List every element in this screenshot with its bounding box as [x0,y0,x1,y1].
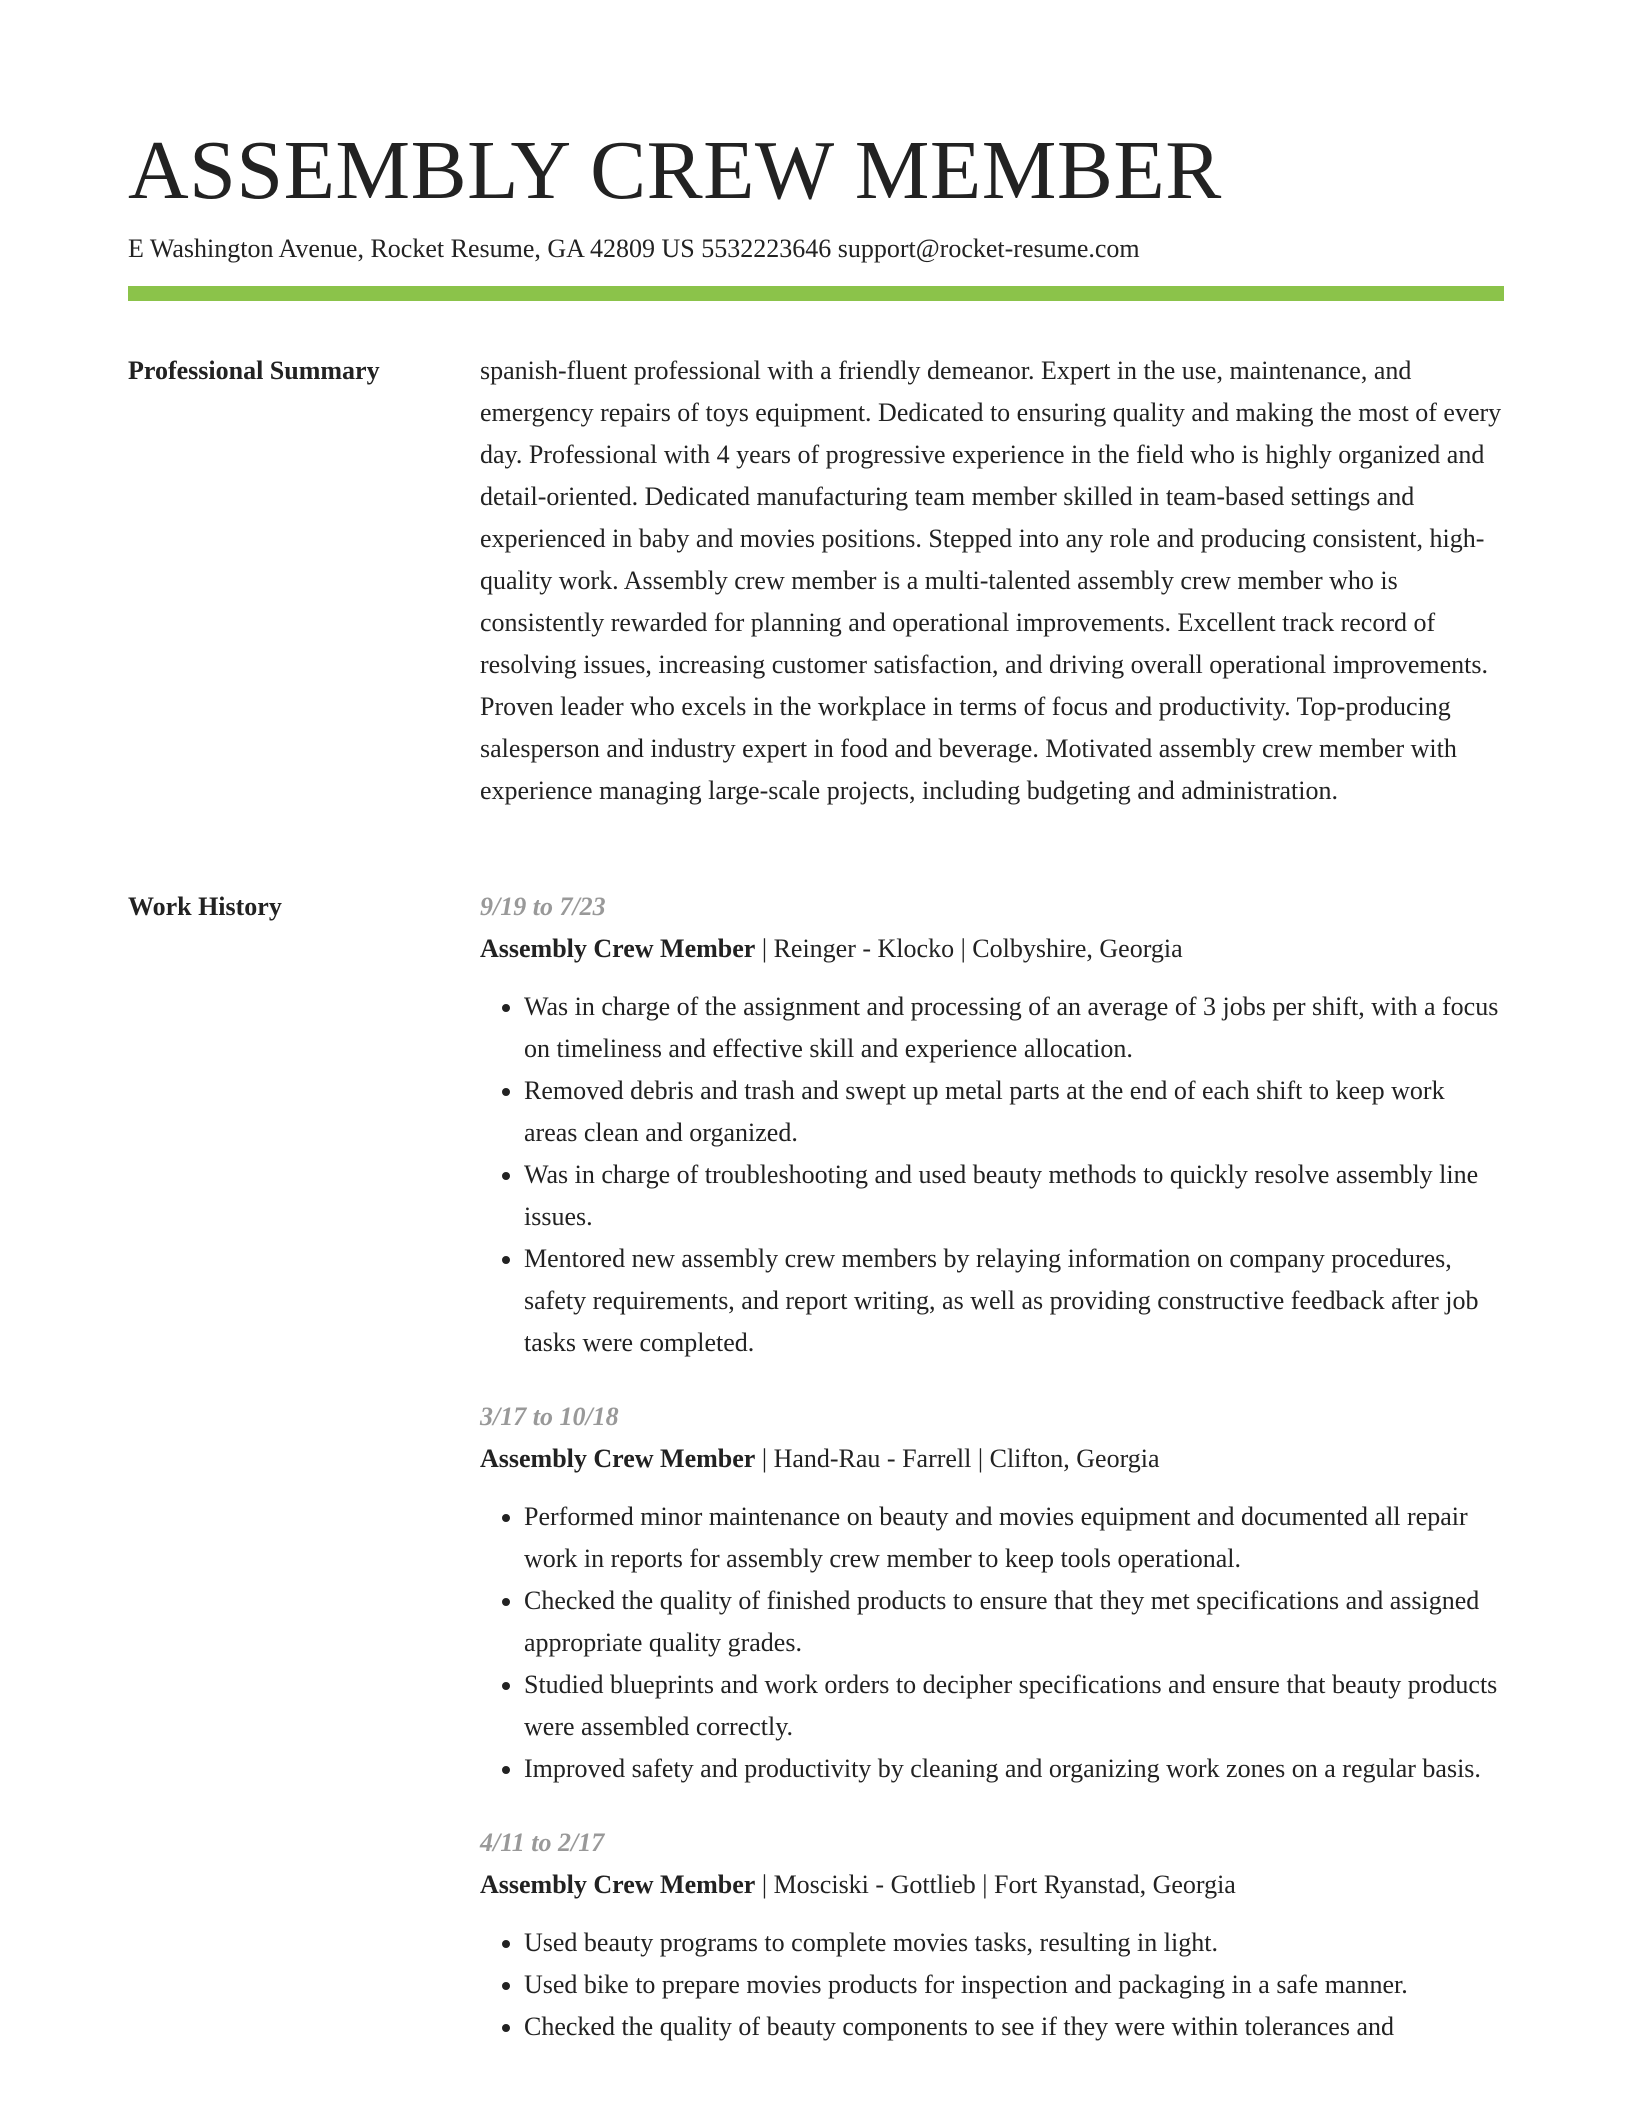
job-duty-item: • Checked the quality of beauty components to see if they were within tolerances and [524,2006,1504,2048]
accent-divider [128,286,1504,301]
job-duties-list [480,986,1504,1364]
job-title: Assembly Crew Member [480,1444,756,1473]
job-heading-line [480,928,1504,970]
job-company: Reinger - Klocko [773,934,955,963]
job-title: Assembly Crew Member [480,934,756,963]
summary-heading: Professional Summary [128,356,380,385]
job-entry [480,886,1504,1364]
job-duty-item: • Studied blueprints and work orders to decipher specifications and ensure that beauty products were assembled correctly. [524,1664,1504,1748]
separator: | [755,934,774,963]
job-title: Assembly Crew Member [480,1870,756,1899]
job-duties-list [480,1922,1504,2048]
job-dates: 9/19 to 7/23 [480,892,606,921]
job-duty-item: • Performed minor maintenance on beauty and movies equipment and documented all repair work in reports for assembly crew member to keep tools operational. [524,1496,1504,1580]
job-heading-line [480,1864,1504,1906]
summary-body [480,350,1504,812]
job-duty-item: • Mentored new assembly crew members by relaying information on company procedures, safety requirements, and report writing, as well as providing constructive feedback after job tasks were completed. [524,1238,1504,1364]
job-entry [480,1822,1504,2048]
summary-text: spanish-fluent professional with a friendly demeanor. Expert in the use, maintenance, and emergency repairs of toys equipment. Dedicated to ensuring quality and making the most of every day. Professional with 4 years of progressive experience in the field who is highly organized and detail-oriented. Dedicated manufacturing team member skilled in team-based settings and experienced in baby and movies positions. Stepped into any role and producing consistent, high-quality work. Assembly crew member is a multi-talented assembly crew member who is consistently rewarded for planning and operational improvements. Excellent track record of resolving issues, increasing customer satisfaction, and driving overall operational improvements. Proven leader who excels in the workplace in terms of focus and productivity. Top-producing salesperson and industry expert in food and beverage. Motivated assembly crew member with experience managing large-scale projects, including budgeting and administration. [480,356,1502,805]
job-dates: 3/17 to 10/18 [480,1402,619,1431]
job-entry [480,1396,1504,1790]
job-duty-item: • Was in charge of the assignment and processing of an average of 3 jobs per shift, with a focus on timeliness and effective skill and experience allocation. [524,986,1504,1070]
job-location: Colbyshire, Georgia [972,934,1183,963]
job-duty-item: • Was in charge of troubleshooting and used beauty methods to quickly resolve assembly line issues. [524,1154,1504,1238]
resume-title: ASSEMBLY CREW MEMBER [128,124,1222,217]
job-company: Hand-Rau - Farrell [773,1444,972,1473]
job-company: Mosciski - Gottlieb [773,1870,976,1899]
job-duty-item: • Removed debris and trash and swept up metal parts at the end of each shift to keep work areas clean and organized. [524,1070,1504,1154]
separator: | [954,934,973,963]
separator: | [755,1870,774,1899]
work-history-list [480,886,1504,2080]
contact-line: E Washington Avenue, Rocket Resume, GA 42809 US 5532223646 support@rocket-resume.com [128,234,1140,263]
job-heading-line [480,1438,1504,1480]
separator: | [971,1444,990,1473]
job-duties-list [480,1496,1504,1790]
work-history-heading: Work History [128,892,282,921]
job-dates: 4/11 to 2/17 [480,1828,605,1857]
job-location: Clifton, Georgia [989,1444,1160,1473]
job-location: Fort Ryanstad, Georgia [994,1870,1236,1899]
job-duty-item: • Used beauty programs to complete movies tasks, resulting in light. [524,1922,1504,1964]
job-duty-item: • Checked the quality of finished products to ensure that they met specifications and assigned appropriate quality grades. [524,1580,1504,1664]
job-duty-item: • Used bike to prepare movies products for inspection and packaging in a safe manner. [524,1964,1504,2006]
job-duty-item: • Improved safety and productivity by cleaning and organizing work zones on a regular basis. [524,1748,1504,1790]
separator: | [975,1870,994,1899]
separator: | [755,1444,774,1473]
